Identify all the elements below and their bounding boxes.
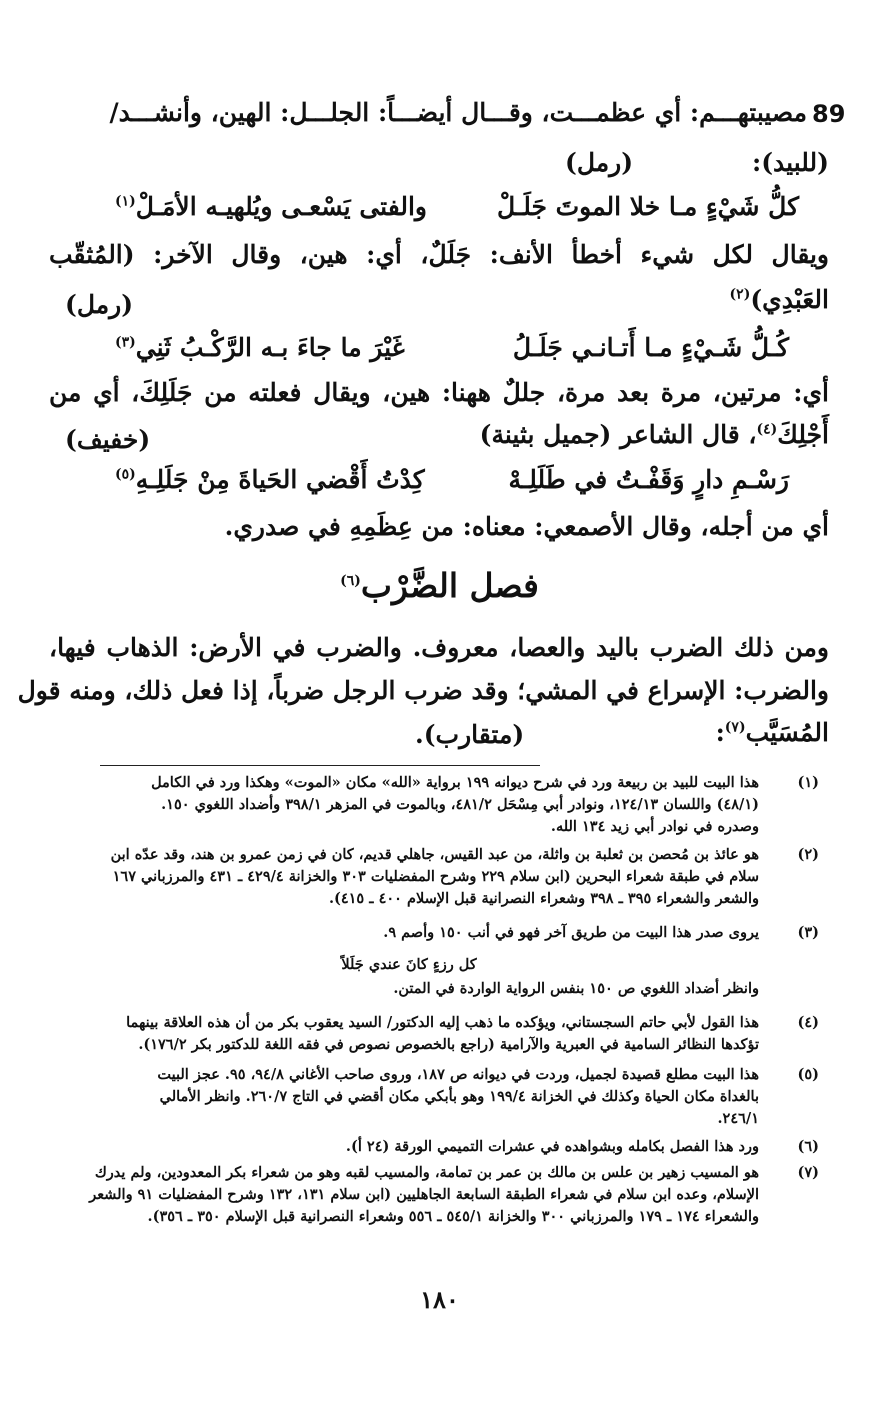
footnote-number: (٤) — [797, 1014, 819, 1031]
verse-2-second-hemistich — [115, 333, 405, 363]
footnote-number: (٦) — [797, 1138, 819, 1155]
footnote-number: (١) — [797, 774, 819, 791]
verse-3-first-hemistich — [509, 465, 789, 495]
main-line-10: أي من أجله، وقال الأصمعي: معناه: من عِظَمِهِ في صدري. — [224, 512, 829, 541]
para-line-2: والضرب: الإسراع في المشي؛ وقد ضرب الرجل ضرباً، إذا فعل ذلك، ومنه قول — [17, 676, 829, 705]
colon: : — [715, 718, 725, 747]
footnote-line: والشعر والشعراء ٣٩٥ ـ ٣٩٨ وشعراء النصرانية قبل الإسلام ٤٠٠ ـ ٤١٥). — [328, 890, 759, 907]
footnote-ref-7: (٧) — [724, 719, 746, 736]
verse-1-second-hemistich — [115, 192, 427, 222]
verse-2-b: غَيْرَ ما جاءَ بـه الرَّكْـبُ ثَنِي — [135, 333, 405, 362]
footnote-line: الإسلام، وعده ابن سلام في شعراء الطبقة السابعة الجاهليين (ابن سلام ١٣١، ١٣٢ وشرح المفضليات ٩١ والشعر — [89, 1186, 759, 1203]
footnote-line: يروى صدر هذا البيت من طريق آخر فهو في أنب ١٥٠ وأصم ٩. — [383, 924, 759, 941]
main-line-1: مصيبتهـــم: أي عظمـــت، وقـــال أيضـــاً: الجلـــل: الهين، وأنشـــد/ — [109, 98, 807, 127]
footnote-line: (٤٨/١) واللسان ١٢٤/١٣، ونوادر أبي مِسْحَل ٤٨١/٢، وبالموت في المزهر ٣٩٨/١ وأضداد اللغوي ١٥٠. — [161, 796, 759, 813]
footnote-line: هذا القول لأبي حاتم السجستاني، ويؤكده ما ذهب إليه الدكتور/ السيد يعقوب بكر من أن هذه العلاقة بينهما — [126, 1014, 759, 1031]
footnote-4 — [59, 1012, 819, 1056]
footnote-number: (٥) — [797, 1066, 819, 1083]
footnote-line: هو عائذ بن مُحصن بن ثعلبة بن واثلة، من عبد القيس، جاهلي قديم، كان في زمن عمرو بن هند، وقد عدّه ابن — [110, 846, 759, 863]
margin-line-number: 89 — [812, 100, 846, 128]
page-number: ١٨٠ — [420, 1285, 459, 1314]
footnote-quote: كل رزءٍ كانَ عندي جَلَلاً — [341, 956, 477, 973]
main-line-5-right — [730, 285, 829, 315]
main-line-4: ويقال لكل شيء أخطأ الأنف: جَلَلٌ، أي: هين، وقال الآخر: (المُثقّب — [49, 240, 829, 269]
footnote-line: ٢٤٦/١. — [717, 1110, 759, 1127]
footnote-ref-1: (١) — [115, 193, 136, 210]
footnote-ref-6: (٦) — [340, 573, 361, 589]
para-line-3-right — [716, 718, 829, 748]
footnote-2 — [59, 844, 819, 910]
footnote-5 — [59, 1064, 819, 1130]
footnote-line: سلام في طبقة شعراء البحرين (ابن سلام ٢٢٩ وشرح المفضليات ٣٠٣ والخزانة ٤٢٩/٤ ـ ٤٣١ والمرزباني ١٦٧ — [112, 868, 759, 885]
verse-1-b: والفتى يَسْعـى ويُلهيـه الأمَـلْ — [135, 192, 427, 221]
footnote-7 — [59, 1162, 819, 1228]
section-heading — [0, 566, 879, 605]
word-ajlik: أَجْلِكَ — [777, 420, 829, 449]
footnote-ref-5: (٥) — [115, 466, 136, 483]
footnote-line: بالغداة مكان الحياة وكذلك في الخزانة ١٩٩/٤ وهو بأبكي مكان أقضي في التاج ٢٦٠/٧. وانظر الأمالي — [159, 1088, 759, 1105]
verse-1-a: كلُّ شَيْءٍ مـا خلا الموتَ جَلَـلْ — [496, 192, 799, 221]
footnote-ref-2: (٢) — [729, 286, 751, 303]
footnote-number: (٢) — [797, 846, 819, 863]
footnote-line: وصدره في نوادر أبي زيد ١٣٤ الله. — [550, 818, 759, 835]
main-line-8-right — [480, 420, 829, 450]
footnote-3 — [59, 922, 819, 1000]
footnote-ref-4: (٤) — [756, 421, 778, 438]
main-line-2-meter: (رمل) — [565, 148, 634, 177]
footnote-number: (٧) — [797, 1164, 819, 1181]
main-line-8-meter: (خفيف) — [65, 425, 151, 454]
footnote-line: وانظر أضداد اللغوي ص ١٥٠ بنفس الرواية الواردة في المتن. — [393, 980, 759, 997]
footnote-separator — [100, 765, 540, 766]
heading-text: فصل الضَّرْب — [360, 566, 539, 605]
para-line-3-meter: (متقارب). — [415, 720, 525, 749]
poet-attribution: ، قال الشاعر (جميل بثينة) — [479, 420, 757, 449]
footnote-line: والشعراء ١٧٤ ـ ١٧٩ والمرزباني ٣٠٠ والخزانة ٥٤٥/١ ـ ٥٥٦ وشعراء النصرانية قبل الإسلام ٣٥٠ ـ ٣٥٦). — [147, 1208, 759, 1225]
verse-3-a: رَسْـمِ دارٍ وَقَفْـتُ في طَلَلِـهْ — [508, 465, 789, 494]
main-line-2-right: (للبيد): — [752, 148, 829, 177]
footnote-line: هذا البيت للبيد بن ربيعة ورد في شرح ديوانه ١٩٩ برواية «الله» مكان «الموت» وهكذا ورد في الكامل — [151, 774, 759, 791]
footnote-line: هذا البيت مطلع قصيدة لجميل، وردت في ديوانه ص ١٨٧، وروى صاحب الأغاني ٩٤/٨، ٩٥. عجز البيت — [157, 1066, 759, 1083]
verse-2-first-hemistich — [513, 333, 789, 363]
footnote-ref-3: (٣) — [115, 334, 136, 351]
main-line-5-meter: (رمل) — [65, 290, 134, 319]
verse-2-a: كُـلُّ شَـيْءٍ مـا أَتـانـي جَلَـلُ — [512, 333, 789, 362]
main-line-7: أي: مرتين، مرة بعد مرة، جللٌ ههنا: هين، ويقال فعلته من جَلَلِكَ، أي من — [49, 378, 829, 407]
footnote-1 — [59, 772, 819, 838]
footnote-line: ورد هذا الفصل بكامله وبشواهده في عشرات التميمي الورقة (٢٤ أ). — [345, 1138, 759, 1155]
verse-3-b: كِدْتُ أَقْضي الحَياةَ مِنْ جَلَلِـهِ — [135, 465, 425, 494]
poet-name: العَبْدِي) — [750, 285, 829, 314]
footnote-6 — [59, 1136, 819, 1158]
footnote-number: (٣) — [797, 924, 819, 941]
verse-1-first-hemistich — [497, 192, 799, 222]
verse-3-second-hemistich — [115, 465, 425, 495]
footnote-line: هو المسيب زهير بن علس بن مالك بن عمر بن تمامة، والمسيب لقبه وهو من شعراء بكر المعدودين، ولم يدرك — [94, 1164, 759, 1181]
poet-musayyab: المُسَيَّب — [745, 718, 829, 747]
footnote-line: تؤكدها النظائر السامية في العبرية والآرامية (راجع بالخصوص نصوص في فقه اللغة للدكتور بكر ١٧٦/٢). — [138, 1036, 759, 1053]
para-line-1: ومن ذلك الضرب باليد والعصا، معروف. والضرب في الأرض: الذهاب فيها، — [49, 633, 829, 662]
